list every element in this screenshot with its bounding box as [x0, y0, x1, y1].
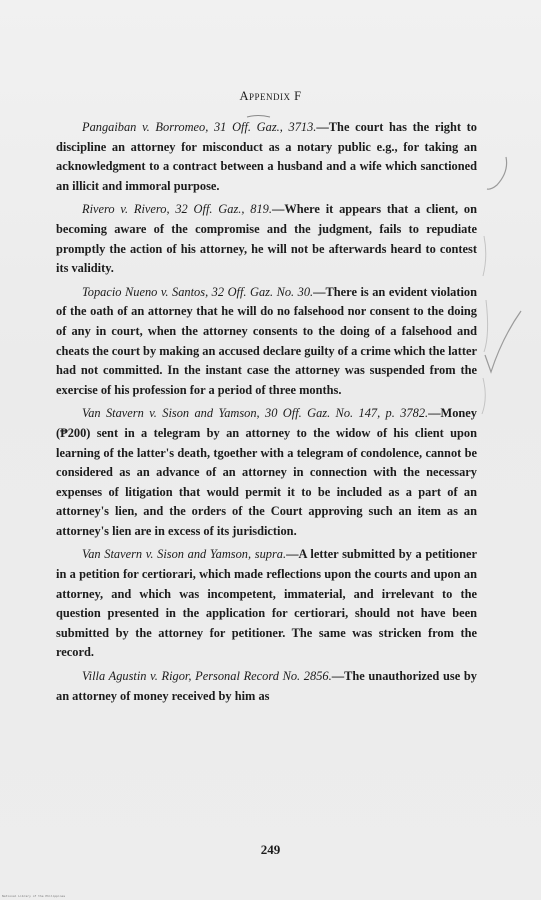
margin-bracket-icon: [482, 378, 485, 414]
page-number: 249: [260, 842, 281, 857]
paragraph-body: —A letter submitted by a petitioner in a petition for certiorari, which made reflections upon the courts and upon an attorney, and which was incompetent, immaterial, and irrelevant to the question presented in the application for certiorari, should not have been submitted by the attorney for petitioner. The same was stricken from the record.: [56, 547, 477, 660]
case-citation: Pangaiban v. Borromeo, 31 Off. Gaz., 3713.: [82, 120, 317, 134]
case-citation: Topacio Nueno v. Santos, 32 Off. Gaz. No. 30.: [82, 284, 314, 299]
margin-bracket-icon: [483, 236, 486, 276]
paragraph-body: —The court has the right to discipline an attorney for misconduct as a notary public e.g., for taking an acknowledgment to a contract between a husband and a wife which sanctioned an illicit and immoral purpose.: [56, 120, 477, 193]
paragraph-body: —There is an evident violation of the oath of an attorney that he will do no falsehood nor consent to the doing of any in court, when the attorney consents to the doing of a falsehood and cheats the court by making an accused declare guilty of a crime which the latter had not committed. In the instant case the attorney was suspended from the exercise of his profession for a period of three months.: [56, 284, 478, 397]
case-citation: Van Stavern v. Sison and Yamson, 30 Off. Gaz. No. 147, p. 3782.: [82, 406, 429, 421]
margin-bracket-icon: [484, 300, 488, 352]
paragraph-body: —Money (₱200) sent in a telegram by an attorney to the widow of his client upon learning of the latter's death, tgoether with a telegram of condolence, cannot be considered as an advance of an attorney in connection with the necessary expenses of litigation that would permit it to be included as a part of an attorney's lien, and the orders of the Court approving such an item as an attorney's lien are in excess of its jurisdiction.: [56, 406, 477, 538]
case-citation: Van Stavern v. Sison and Yamson, supra.: [82, 547, 287, 562]
case-citation: Villa Agustin v. Rigor, Personal Record No. 2856.: [82, 669, 332, 684]
paragraph-body: —The unauthorized use by an attorney of money received by him as: [56, 669, 477, 703]
checkmark-icon: [485, 311, 521, 372]
library-footer: National Library of the Philippines: [2, 894, 66, 898]
paragraph-body: —Where it appears that a client, on becoming aware of the compromise and the judgment, fails to repudiate promptly the action of his attorney, he will not be afterwards heard to contest its validity.: [56, 202, 477, 276]
checkmark-icon: [487, 157, 507, 189]
pencil-underline-mark: [247, 116, 270, 118]
appendix-heading: Appendix F: [239, 89, 302, 103]
case-citation: Rivero v. Rivero, 32 Off. Gaz., 819.: [82, 202, 272, 217]
